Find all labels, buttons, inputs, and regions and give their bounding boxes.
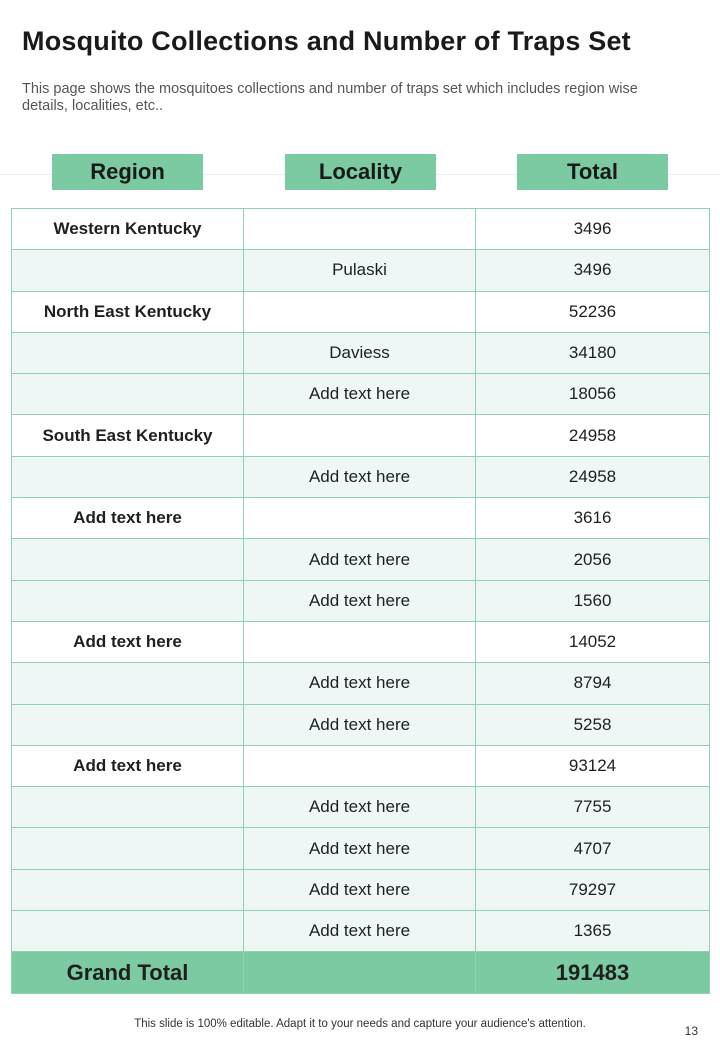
locality-cell: Daviess [244,332,476,373]
locality-cell: Add text here [244,580,476,621]
locality-row [12,911,710,952]
page-number: 13 [684,1024,698,1038]
region-cell [12,787,244,828]
footer-note: This slide is 100% editable. Adapt it to your needs and capture your audience's attention. [134,1018,586,1030]
region-row [12,621,710,662]
total-cell: 8794 [476,663,710,704]
locality-cell [244,291,476,332]
locality-row [12,332,710,373]
region-cell [12,250,244,291]
region-cell: Western Kentucky [12,209,244,250]
grand-total-empty-cell [244,952,476,994]
locality-row [12,869,710,910]
total-cell: 24958 [476,456,710,497]
region-cell: South East Kentucky [12,415,244,456]
region-row [12,209,710,250]
region-cell [12,663,244,704]
total-cell: 7755 [476,787,710,828]
total-cell: 79297 [476,869,710,910]
region-cell: Add text here [12,745,244,786]
total-cell: 14052 [476,621,710,662]
grand-total-value: 191483 [476,952,710,994]
region-row [12,415,710,456]
locality-cell [244,498,476,539]
region-cell [12,332,244,373]
locality-row [12,663,710,704]
region-row [12,745,710,786]
locality-cell: Pulaski [244,250,476,291]
locality-cell: Add text here [244,456,476,497]
locality-row [12,250,710,291]
total-cell: 5258 [476,704,710,745]
region-row [12,498,710,539]
region-cell [12,869,244,910]
grand-total-row [12,952,710,994]
total-cell: 24958 [476,415,710,456]
region-cell [12,456,244,497]
locality-row [12,704,710,745]
locality-cell: Add text here [244,869,476,910]
locality-cell [244,415,476,456]
region-cell: North East Kentucky [12,291,244,332]
total-cell: 93124 [476,745,710,786]
locality-cell: Add text here [244,704,476,745]
table-body [12,209,710,994]
region-cell [12,539,244,580]
region-cell: Add text here [12,621,244,662]
locality-row [12,580,710,621]
locality-row [12,828,710,869]
locality-row [12,456,710,497]
region-row [12,291,710,332]
locality-cell: Add text here [244,374,476,415]
grand-total-label: Grand Total [12,952,244,994]
locality-cell [244,209,476,250]
locality-cell: Add text here [244,787,476,828]
total-cell: 52236 [476,291,710,332]
region-cell [12,704,244,745]
locality-row [12,374,710,415]
locality-cell: Add text here [244,911,476,952]
collections-table [11,208,710,994]
total-cell: 2056 [476,539,710,580]
region-cell: Add text here [12,498,244,539]
locality-cell [244,621,476,662]
total-cell: 3616 [476,498,710,539]
total-cell: 1560 [476,580,710,621]
total-cell: 3496 [476,250,710,291]
locality-cell: Add text here [244,539,476,580]
locality-row [12,787,710,828]
total-cell: 4707 [476,828,710,869]
page-title: Mosquito Collections and Number of Traps Set [22,26,631,56]
locality-row [12,539,710,580]
locality-cell [244,745,476,786]
column-header-total: Total [517,154,668,190]
region-cell [12,911,244,952]
region-cell [12,828,244,869]
region-cell [12,580,244,621]
page-subtitle: This page shows the mosquitoes collections and number of traps set which includes region wise details, localities, etc.. [22,81,638,114]
column-header-region: Region [52,154,203,190]
total-cell: 1365 [476,911,710,952]
locality-cell: Add text here [244,828,476,869]
total-cell: 3496 [476,209,710,250]
total-cell: 34180 [476,332,710,373]
total-cell: 18056 [476,374,710,415]
region-cell [12,374,244,415]
column-header-locality: Locality [285,154,436,190]
locality-cell: Add text here [244,663,476,704]
